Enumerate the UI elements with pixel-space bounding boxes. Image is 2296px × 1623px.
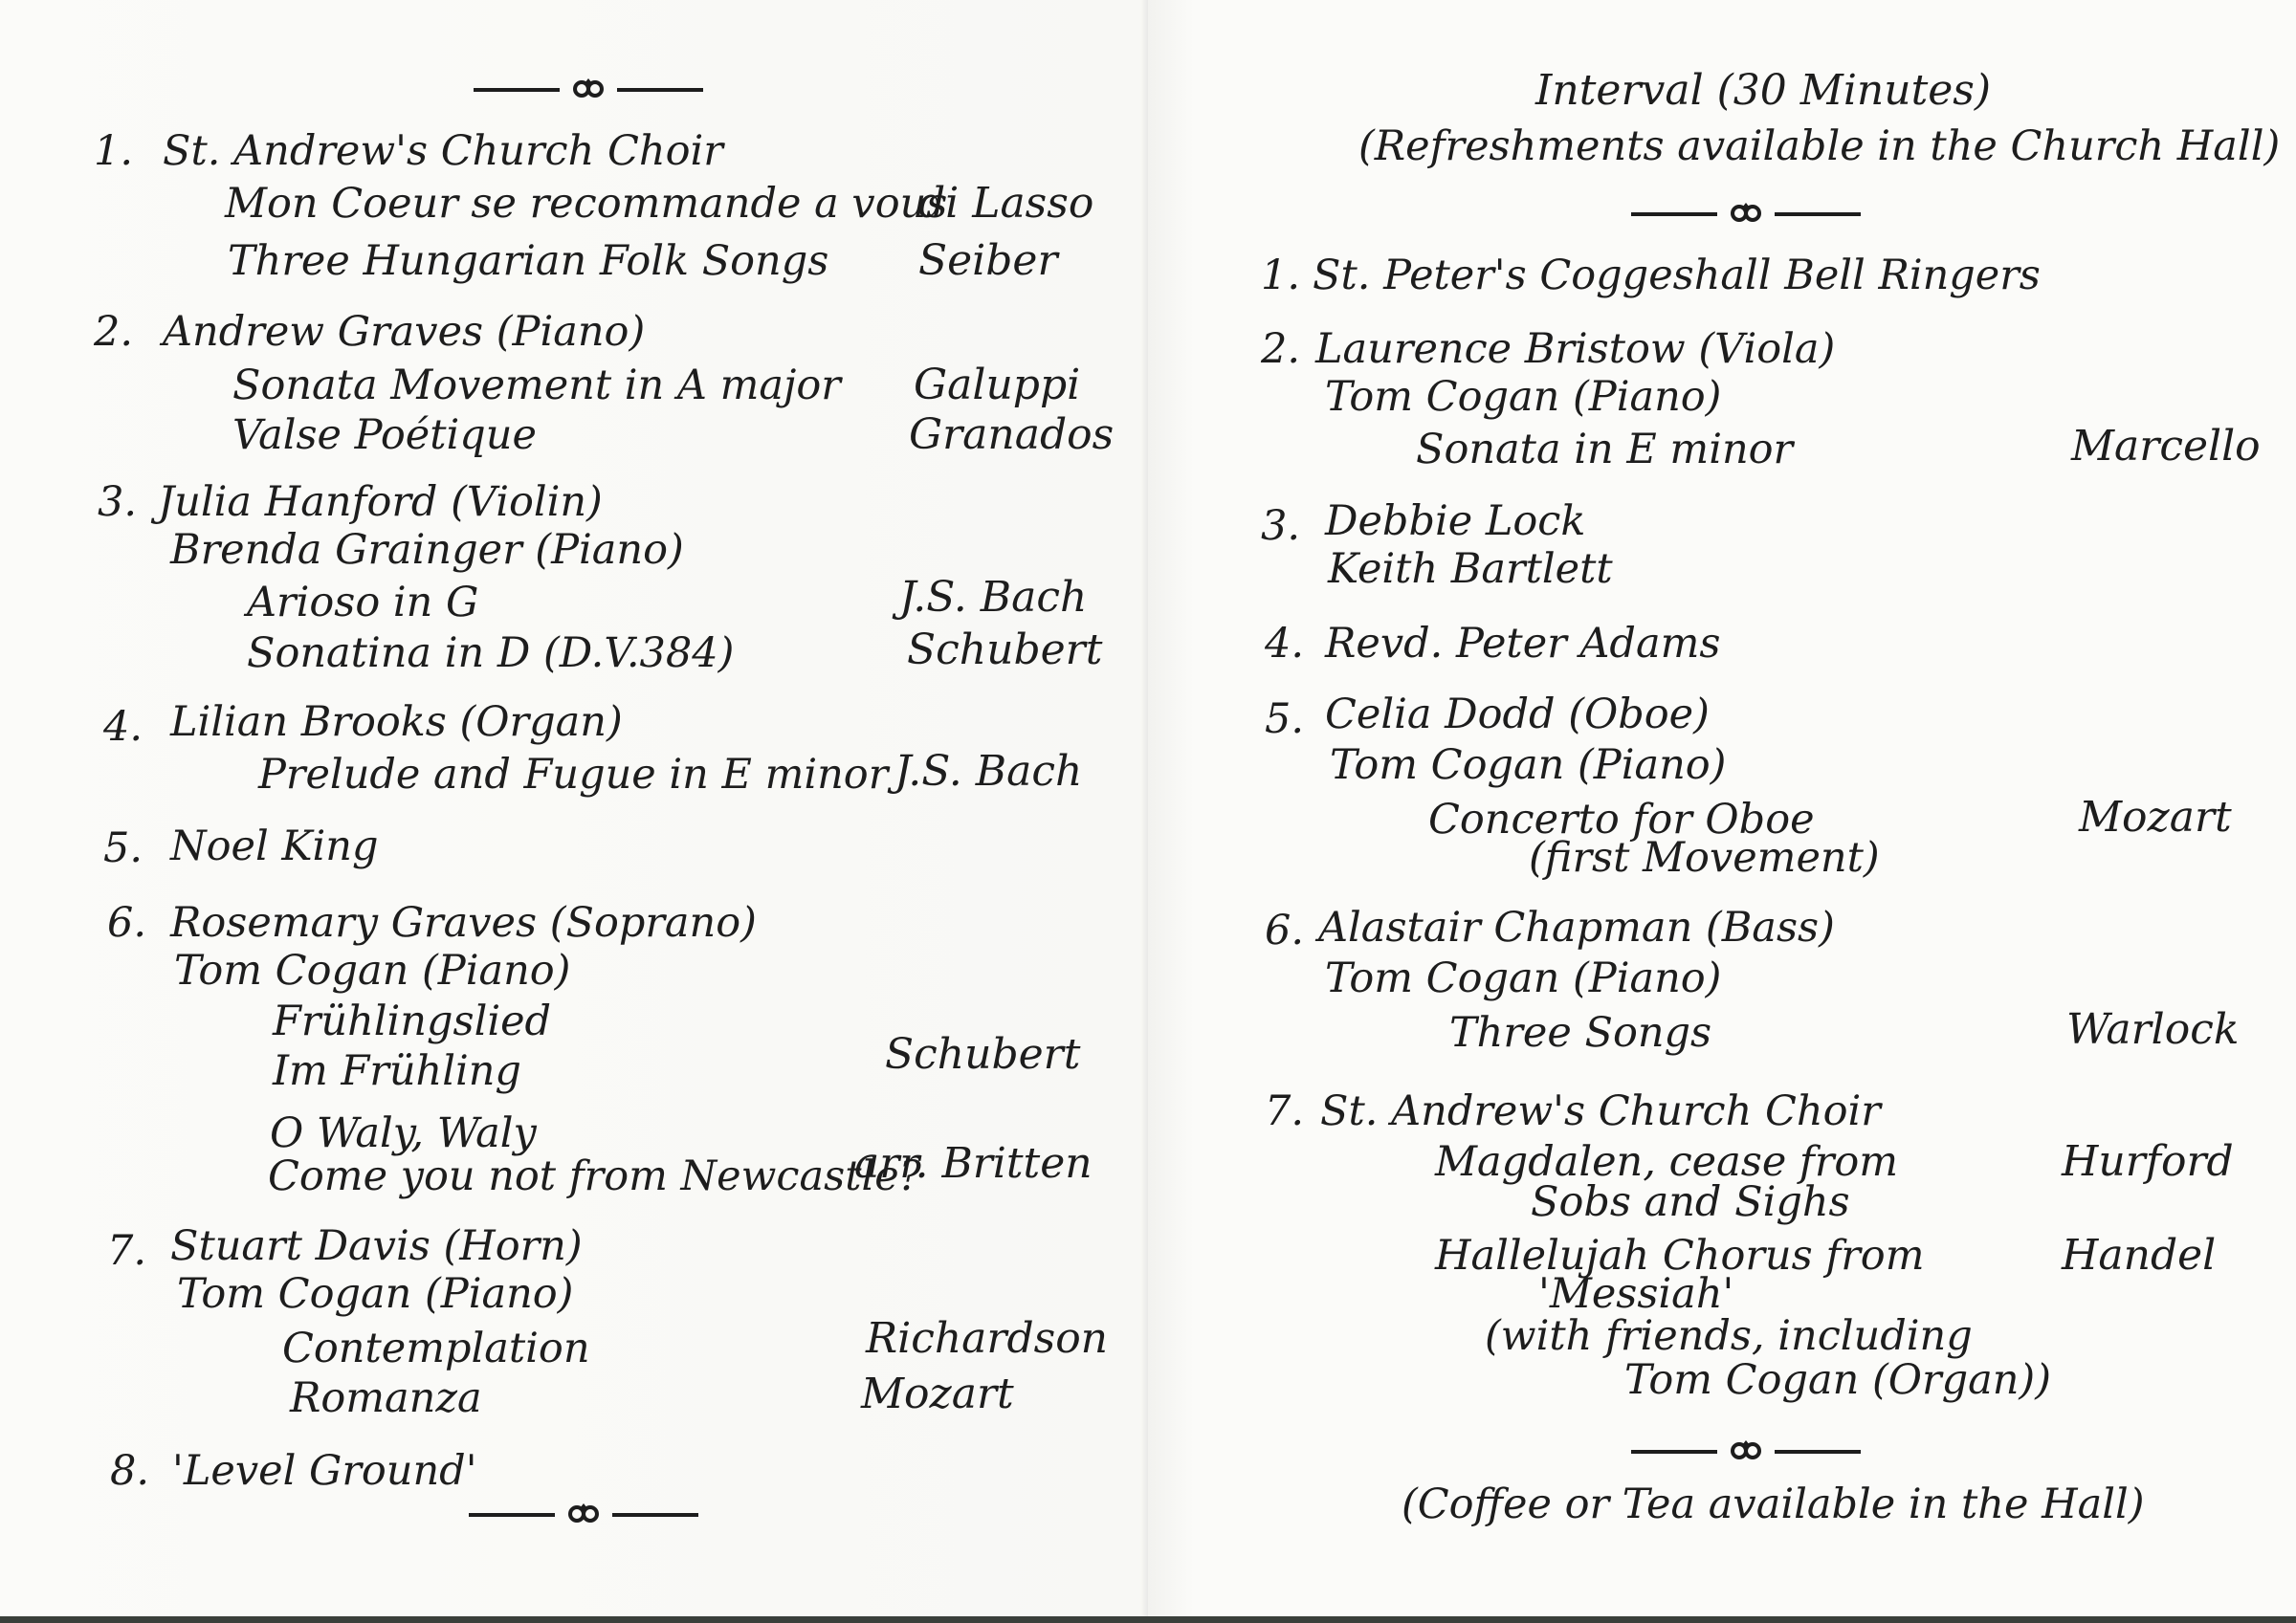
ornament-divider (1631, 199, 1861, 228)
piece-subtitle: (with friends, including (1485, 1312, 1973, 1360)
composer: Schubert (885, 1030, 1081, 1079)
item-number: 5. (1265, 695, 1305, 743)
item-number: 2. (1261, 325, 1301, 373)
right-page (1148, 0, 2296, 1623)
performer-name: Lilian Brooks (Organ) (170, 698, 623, 746)
interval-heading: Interval (30 Minutes) (1535, 66, 1992, 115)
performer-name: St. Peter's Coggeshall Bell Ringers (1313, 252, 2041, 299)
accompanist-name: Tom Cogan (Piano) (1325, 373, 1722, 421)
fleuron-icon (564, 1500, 603, 1528)
accompanist-name: Brenda Grainger (Piano) (170, 526, 684, 574)
performer-name: Debbie Lock (1325, 497, 1586, 545)
performer-name: Alastair Chapman (Bass) (1318, 904, 1835, 952)
composer: Mozart (861, 1370, 1014, 1418)
piece-title: Sonata Movement in A major (232, 362, 841, 409)
performer-name: Julia Hanford (Violin) (158, 478, 603, 526)
piece-subtitle: Sobs and Sighs (1531, 1178, 1850, 1226)
item-number: 8. (110, 1447, 150, 1495)
composer: Handel (2062, 1231, 2217, 1280)
performer-name: Laurence Bristow (Viola) (1315, 325, 1836, 373)
composer: Hurford (2062, 1137, 2234, 1186)
performer-name: Stuart Davis (Horn) (170, 1222, 583, 1270)
fleuron-icon (1727, 1437, 1765, 1465)
refreshments-note: (Refreshments available in the Church Hall) (1358, 122, 2281, 170)
accompanist-name: Keith Bartlett (1328, 545, 1613, 593)
piece-title: Romanza (290, 1374, 482, 1422)
performer-name: Revd. Peter Adams (1325, 620, 1721, 668)
scan-edge (0, 1616, 2296, 1623)
ornament-divider (474, 75, 703, 103)
piece-title: Three Songs (1449, 1009, 1712, 1057)
composer: arr. Britten (854, 1139, 1093, 1188)
piece-title: Sonata in E minor (1416, 426, 1794, 473)
item-number: 3. (98, 478, 138, 526)
composer: Mozart (2079, 793, 2232, 842)
composer: J.S. Bach (899, 573, 1088, 622)
item-number: 7. (107, 1227, 147, 1275)
item-number: 1. (1261, 252, 1301, 299)
composer: Marcello (2071, 422, 2261, 471)
piece-subtitle: (first Movement) (1529, 834, 1880, 882)
ornament-divider (469, 1500, 698, 1528)
piece-title: Hallelujah Chorus from (1435, 1232, 1925, 1280)
composer: Galuppi (914, 361, 1081, 409)
item-number: 4. (1265, 620, 1305, 668)
piece-title: Im Frühling (273, 1047, 521, 1095)
composer: Seiber (918, 236, 1058, 285)
accompanist-name: Tom Cogan (Piano) (1330, 741, 1727, 789)
composer: Schubert (907, 625, 1103, 674)
item-number: 5. (103, 824, 144, 872)
performer-name: 'Level Ground' (172, 1447, 477, 1495)
piece-title: Magdalen, cease from (1435, 1138, 1899, 1186)
accompanist-name: Tom Cogan (Piano) (1325, 954, 1722, 1002)
performer-name: Celia Dodd (Oboe) (1325, 691, 1710, 738)
piece-subtitle: Tom Cogan (Organ)) (1624, 1356, 2051, 1404)
composer: J.S. Bach (894, 747, 1083, 796)
item-number: 3. (1261, 502, 1301, 550)
piece-title: Contemplation (282, 1325, 590, 1372)
item-number: 2. (94, 308, 134, 356)
accompanist-name: Tom Cogan (Piano) (177, 1270, 574, 1318)
piece-title: Come you not from Newcastle? (268, 1152, 921, 1200)
piece-title: Valse Poétique (232, 411, 537, 459)
ornament-divider (1631, 1437, 1861, 1465)
performer-name: Noel King (170, 822, 379, 870)
performer-name: Andrew Graves (Piano) (163, 308, 646, 356)
piece-title: Sonatina in D (D.V.384) (247, 629, 735, 677)
item-number: 7. (1265, 1087, 1305, 1135)
fleuron-icon (1727, 199, 1765, 228)
fleuron-icon (569, 75, 607, 103)
piece-title: O Waly, Waly (270, 1109, 537, 1157)
composer: Warlock (2066, 1005, 2240, 1054)
performer-name: Rosemary Graves (Soprano) (170, 899, 757, 947)
piece-title: Concerto for Oboe (1428, 796, 1815, 844)
accompanist-name: Tom Cogan (Piano) (174, 947, 571, 995)
piece-title: Three Hungarian Folk Songs (228, 237, 829, 285)
item-number: 4. (103, 703, 144, 751)
composer: Richardson (866, 1314, 1109, 1363)
item-number: 6. (107, 899, 147, 947)
item-number: 6. (1265, 907, 1305, 954)
piece-title: Mon Coeur se recommande a vous (225, 180, 948, 228)
piece-title: Frühlingslied (273, 998, 552, 1045)
piece-title: Arioso in G (247, 579, 479, 626)
piece-subtitle: 'Messiah' (1538, 1270, 1734, 1318)
closing-note: (Coffee or Tea available in the Hall) (1402, 1480, 2145, 1528)
piece-title: Prelude and Fugue in E minor (258, 751, 889, 799)
composer: Granados (909, 410, 1115, 459)
composer: di Lasso (918, 179, 1094, 228)
item-number: 1. (94, 127, 134, 175)
performer-name: St. Andrew's Church Choir (1320, 1087, 1881, 1135)
performer-name: St. Andrew's Church Choir (163, 127, 723, 175)
